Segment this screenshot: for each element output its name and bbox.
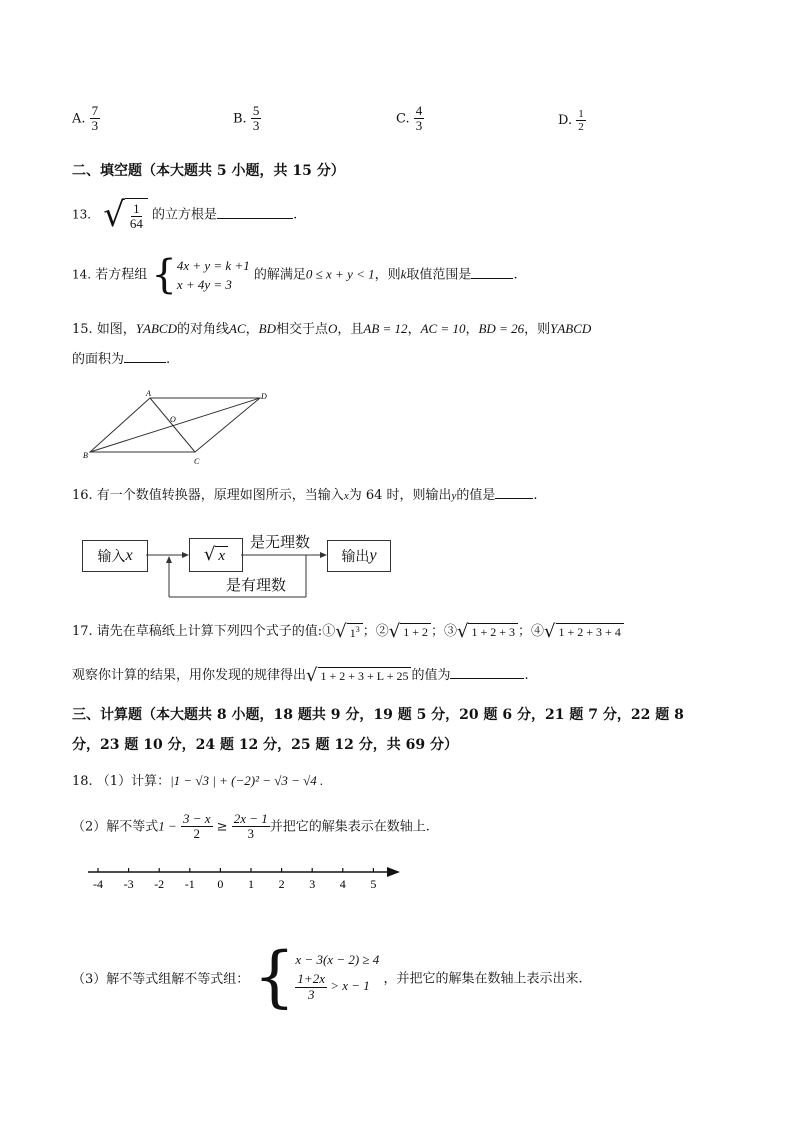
question-18-2: （2）解不等式1 − $\frac{3 - x}{2}$ ≥ $\frac{2x - 1}{3}$ 并把它的解集表示在数轴上. [72, 811, 430, 842]
tick-label: 1 [248, 877, 254, 891]
tick-label: 4 [339, 877, 346, 891]
inequality-system: { x − 3(x − 2) ≥ 4 $\frac{1+2x}{3}$ > x − 1 [253, 938, 380, 1015]
rational-label: 是有理数 [226, 576, 287, 594]
vertex-b-label: B [83, 451, 88, 460]
answer-blank-16[interactable] [495, 498, 533, 499]
tick-label: 0 [217, 877, 224, 891]
answer-blank-14[interactable] [471, 278, 513, 279]
tick-label: 5 [370, 877, 377, 891]
option-b: B. $\frac{5}{3}$ [233, 103, 260, 134]
question-15-line1: 15. 如图，ΥABCD的对角线AC，BD相交于点O，且AB = 12，AC = 10，BD = 26，则ΥABCD [72, 321, 592, 337]
question-17-line2: 观察你计算的结果，用你发现的规律得出 √ 1 + 2 + 3 + L + 25 的值为 . [72, 664, 529, 686]
sqrt-symbol: √ $\frac{1}{64}$ [103, 198, 148, 232]
section3-heading-line1: 三、计算题（本大题共 8 小题，18 题共 9 分，19 题 5 分，20 题 6 分，21 题 7 分，22 题 8 [72, 707, 684, 723]
option-d: D. $\frac{1}{2}$ [558, 108, 584, 134]
tick-label: -3 [123, 877, 134, 891]
output-box: 输出 y [327, 540, 391, 572]
question-15-line2: 的面积为 . [72, 352, 171, 367]
center-o-label: O [170, 415, 176, 424]
number-line [84, 860, 404, 894]
arrow-head-icon [166, 556, 172, 563]
answer-blank-13[interactable] [217, 218, 293, 219]
vertex-a-label: A [146, 389, 151, 398]
arrow-head-icon [320, 552, 327, 558]
parallelogram-figure [80, 388, 280, 468]
option-c: C. $\frac{4}{3}$ [396, 103, 423, 134]
tick-label: -1 [184, 877, 195, 891]
tick-label: 3 [309, 877, 316, 891]
tick-label: -2 [154, 877, 165, 891]
equation-system-14: { 4x + y = k +1 x + 4y = 3 [151, 252, 250, 298]
arrow-head-icon [182, 552, 189, 558]
section2-heading: 二、填空题（本大题共 5 小题，共 15 分） [72, 163, 345, 179]
sqrt-box: √ x [189, 538, 243, 572]
tick-label: 2 [278, 877, 285, 891]
vertex-c-label: C [194, 457, 200, 466]
input-box: 输入 x [82, 540, 148, 572]
answer-blank-15[interactable] [124, 362, 166, 363]
question-17-line1: 17. 请先在草稿纸上计算下列四个式子的值:① √ $1^3$ ；② √ 1 + 2 ；③ √ 1 + 2 + 3 ；④ √ 1 + 2 + 3 + 4 [72, 620, 624, 641]
question-13: 13. √ $\frac{1}{64}$ 的立方根是 . [72, 195, 298, 235]
arrow-right-icon [387, 867, 400, 877]
option-a: A. $\frac{7}{3}$ [72, 103, 99, 134]
answer-blank-17[interactable] [450, 678, 524, 679]
question-18-3: （3）解不等式组解不等式组： { x − 3(x − 2) ≥ 4 $\frac{1+2x}{3}$ > x − 1 ，并把它的解集在数轴上表示出来. [72, 938, 583, 1015]
option-a-fraction: $\frac{7}{3}$ [91, 103, 99, 134]
tick-label: -4 [93, 877, 103, 891]
option-c-fraction: $\frac{4}{3}$ [415, 103, 423, 134]
flow-arrows [140, 545, 340, 600]
irrational-label: 是无理数 [250, 533, 311, 551]
question-14: 14. 若方程组 { 4x + y = k +1 x + 4y = 3 的解满足0 ≤ x + y < 1，则k取值范围是 . [72, 252, 518, 298]
diagonal-ac [150, 398, 195, 452]
vertex-d-label: D [261, 392, 267, 401]
question-18-1: 18. （1）计算：|1 − √3 | + (−2)² − √3 − √4 . [72, 773, 324, 789]
diagonal-bd [90, 398, 260, 452]
section3-heading-line2: 分，23 题 10 分，24 题 12 分，25 题 12 分，共 69 分） [72, 737, 458, 753]
option-d-fraction: $\frac{1}{2}$ [578, 108, 584, 134]
question-16: 16. 有一个数值转换器，原理如图所示，当输入x为 64 时，则输出y的值是 . [72, 488, 538, 503]
option-b-fraction: $\frac{5}{3}$ [252, 103, 260, 134]
